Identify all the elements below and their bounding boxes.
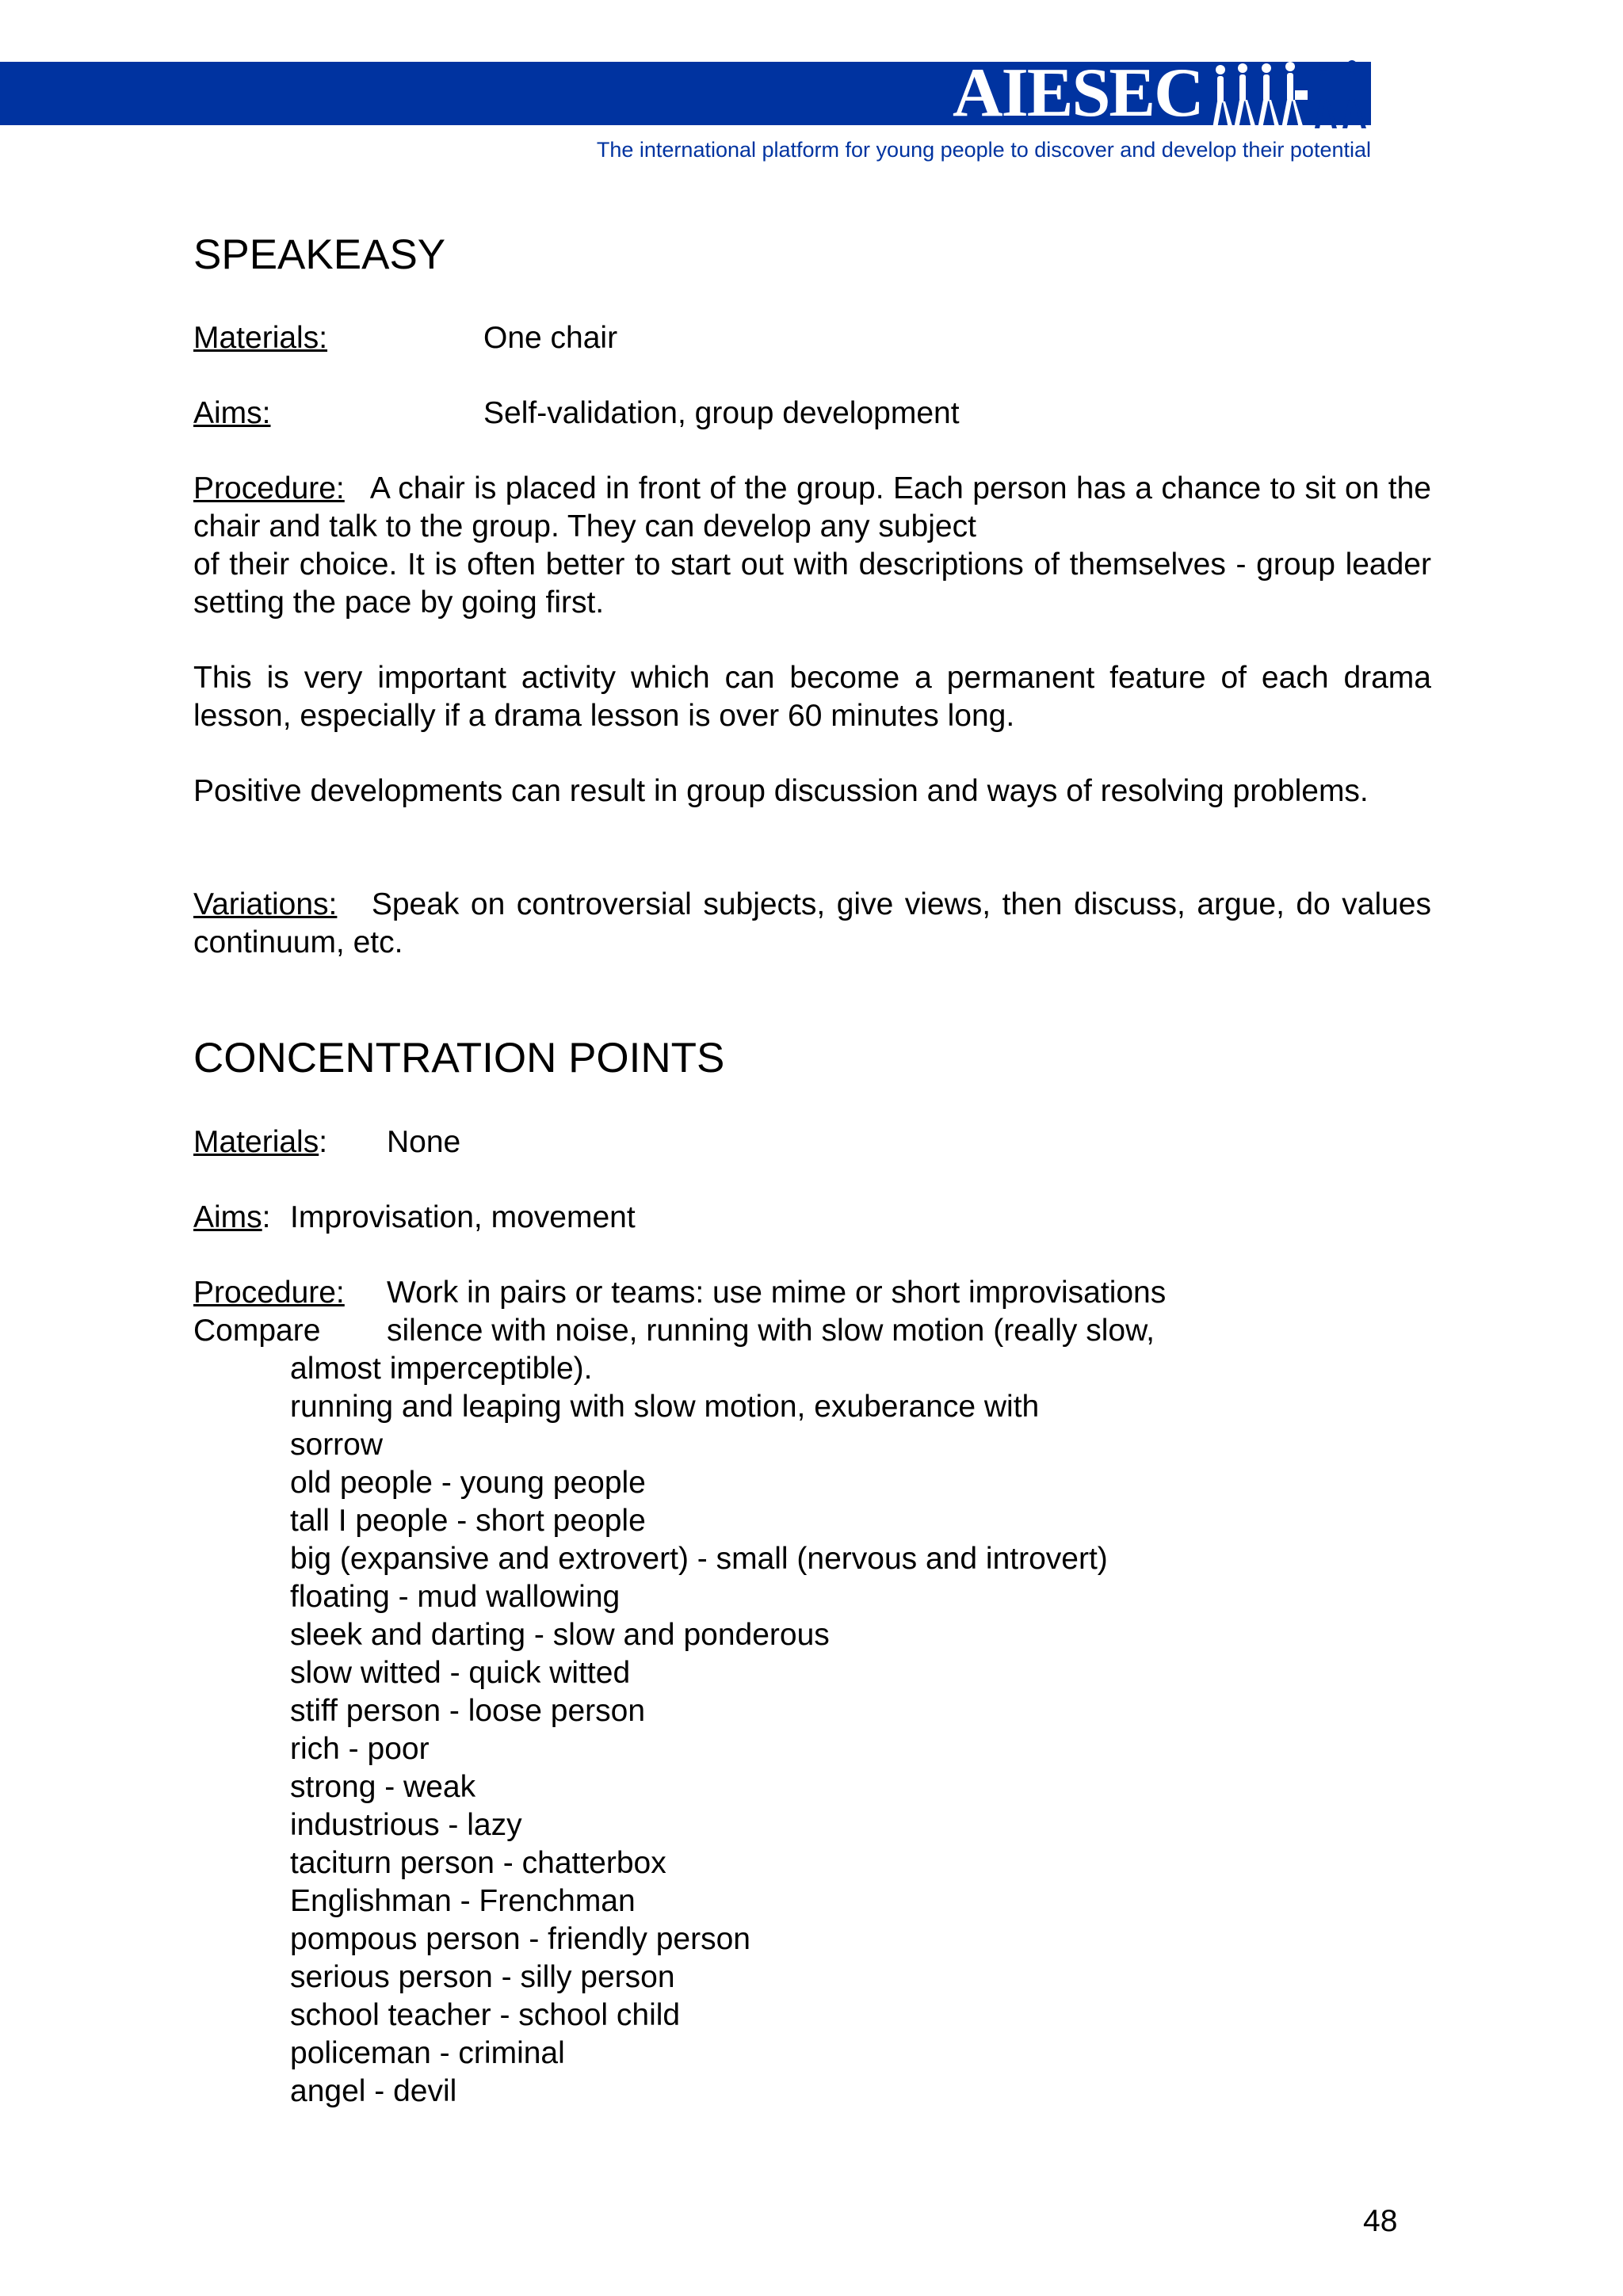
materials-colon: : bbox=[319, 1125, 328, 1159]
concentration-aims bbox=[193, 1199, 1431, 1237]
section-title-concentration: CONCENTRATION POINTS bbox=[193, 1035, 725, 1081]
compare-value: silence with noise, running with slow motion (really slow, bbox=[387, 1314, 1155, 1348]
materials-value: None bbox=[387, 1125, 461, 1159]
aiesec-logo bbox=[943, 55, 1387, 135]
list-item: industrious - lazy bbox=[290, 1808, 522, 1842]
list-item: Englishman - Frenchman bbox=[290, 1884, 636, 1918]
list-item: floating - mud wallowing bbox=[290, 1580, 621, 1614]
aims-label: Aims bbox=[193, 1200, 262, 1234]
speakeasy-procedure bbox=[193, 470, 1431, 622]
concentration-section bbox=[193, 1035, 1431, 1082]
body-paragraph: Positive developments can result in group discussion and ways of resolving problems. bbox=[193, 774, 1369, 808]
section-title-speakeasy: SPEAKEASY bbox=[193, 231, 446, 278]
speakeasy-aims bbox=[193, 395, 1431, 433]
list-item: almost imperceptible). bbox=[290, 1352, 593, 1386]
aims-value: Improvisation, movement bbox=[290, 1200, 636, 1234]
materials-value: One chair bbox=[483, 321, 618, 355]
procedure-label: Procedure: bbox=[193, 1276, 345, 1310]
aims-colon: : bbox=[262, 1200, 271, 1234]
list-item: running and leaping with slow motion, exuberance with bbox=[290, 1390, 1040, 1424]
variations-text: Speak on controversial subjects, give views, then discuss, argue, do values continuum, etc. bbox=[193, 887, 1431, 959]
list-item: angel - devil bbox=[290, 2074, 457, 2108]
concentration-procedure bbox=[193, 1274, 1431, 2111]
speakeasy-section bbox=[193, 231, 1431, 279]
page-number: 48 bbox=[1363, 2204, 1398, 2238]
procedure-text-1: A chair is placed in front of the group. Each person has a chance to sit on the chair and talk to the group. They can develop any subject bbox=[193, 471, 1431, 543]
list-item: stiff person - loose person bbox=[290, 1694, 646, 1728]
body-paragraph: This is very important activity which can become a permanent feature of each drama lesson, especially if a drama lesson is over 60 minutes long. bbox=[193, 661, 1431, 733]
speakeasy-paragraph-2 bbox=[193, 659, 1431, 735]
concentration-materials bbox=[193, 1123, 1431, 1161]
list-item: policeman - criminal bbox=[290, 2036, 565, 2070]
list-item: rich - poor bbox=[290, 1732, 430, 1766]
list-item: big (expansive and extrovert) - small (nervous and introvert) bbox=[290, 1542, 1108, 1576]
procedure-label: Procedure: bbox=[193, 471, 345, 505]
list-item: tall I people - short people bbox=[290, 1504, 646, 1538]
materials-label: Materials bbox=[193, 1125, 319, 1159]
logo-text: AIESEC bbox=[953, 55, 1203, 132]
walking-people-icon bbox=[1212, 59, 1371, 132]
list-item: serious person - silly person bbox=[290, 1960, 675, 1994]
list-item: sleek and darting - slow and ponderous bbox=[290, 1618, 830, 1652]
procedure-paragraph bbox=[193, 470, 1431, 546]
aims-value: Self-validation, group development bbox=[483, 396, 960, 430]
procedure-paragraph-2: of their choice. It is often better to start out with descriptions of themselves - group leader setting the pace by going first. bbox=[193, 547, 1431, 620]
speakeasy-paragraph-3 bbox=[193, 772, 1431, 810]
speakeasy-variations bbox=[193, 886, 1431, 962]
materials-label: Materials: bbox=[193, 321, 328, 355]
aims-label: Aims: bbox=[193, 396, 271, 430]
list-item: slow witted - quick witted bbox=[290, 1656, 631, 1690]
list-item: school teacher - school child bbox=[290, 1998, 681, 2032]
compare-list bbox=[193, 1350, 1431, 2111]
list-item: old people - young people bbox=[290, 1466, 646, 1500]
list-item: strong - weak bbox=[290, 1770, 476, 1804]
tagline: The international platform for young people to discover and develop their potential bbox=[596, 138, 1371, 162]
compare-label: Compare bbox=[193, 1314, 321, 1348]
speakeasy-materials bbox=[193, 319, 1431, 357]
procedure-value: Work in pairs or teams: use mime or short improvisations bbox=[387, 1276, 1167, 1310]
variations-label: Variations: bbox=[193, 887, 338, 921]
list-item: pompous person - friendly person bbox=[290, 1922, 750, 1956]
list-item: sorrow bbox=[290, 1428, 384, 1462]
list-item: taciturn person - chatterbox bbox=[290, 1846, 666, 1880]
